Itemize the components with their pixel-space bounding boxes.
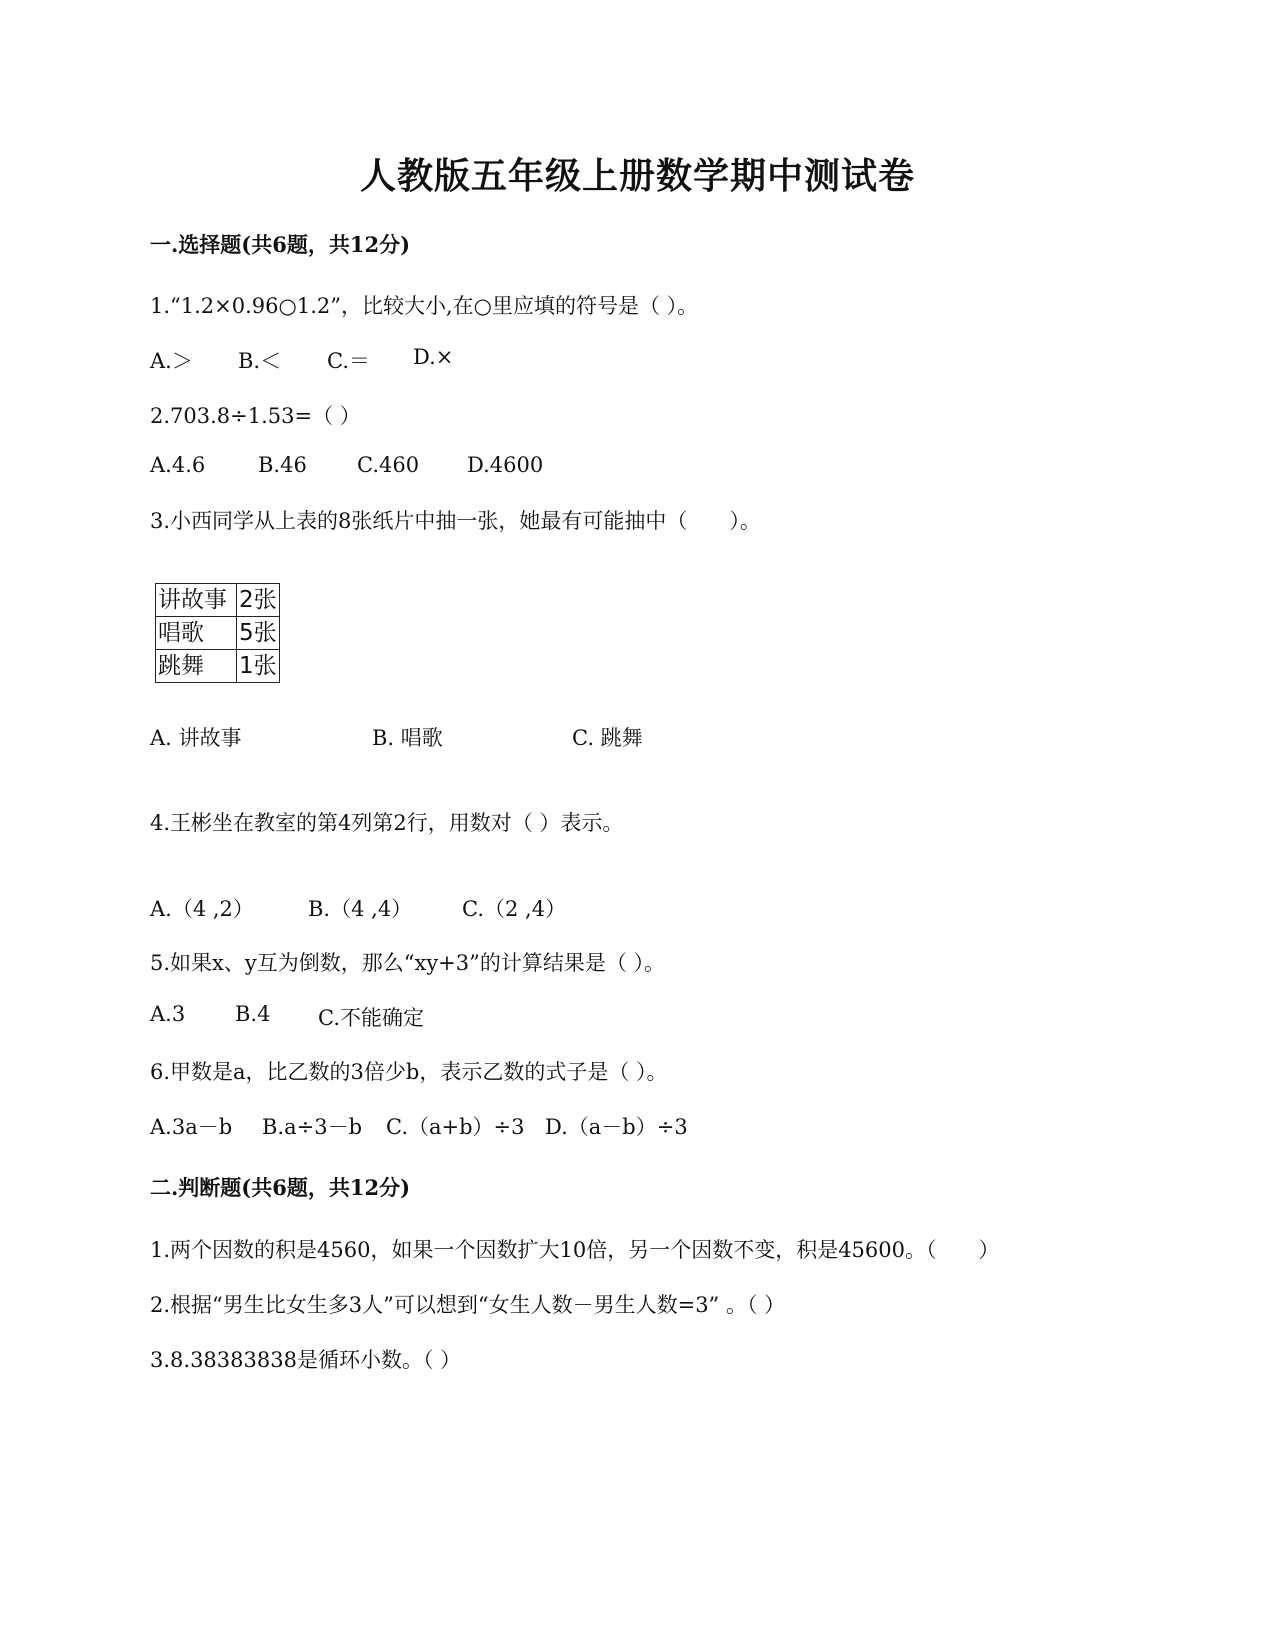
- option-2d: D.4600: [467, 453, 544, 477]
- table-cell: 讲故事: [156, 584, 237, 617]
- option-5c: C.不能确定: [318, 1006, 424, 1030]
- option-5a: A.3: [150, 1002, 186, 1026]
- option-3c: C. 跳舞: [572, 726, 643, 750]
- option-6b: B.a÷3－b: [262, 1115, 363, 1139]
- option-1d: D.×: [413, 345, 454, 369]
- judgment-2: 2.根据“男生比女生多3人”可以想到“女生人数－男生人数=3” 。（ ）: [150, 1293, 786, 1317]
- option-2a: A.4.6: [150, 453, 206, 477]
- table-cell: 唱歌: [156, 617, 237, 650]
- table-cell: 跳舞: [156, 650, 237, 683]
- section-heading-choice: 一.选择题(共6题，共12分): [150, 232, 411, 257]
- option-6a: A.3a－b: [150, 1115, 233, 1139]
- question-6: 6.甲数是a，比乙数的3倍少b，表示乙数的式子是（ ）。: [150, 1060, 668, 1084]
- judgment-1: 1.两个因数的积是4560，如果一个因数扩大10倍，另一个因数不变，积是45600。（ ）: [150, 1238, 1000, 1262]
- table-cell: 1张: [237, 650, 280, 683]
- table-row: [156, 650, 280, 683]
- cards-table: [155, 583, 280, 683]
- question-5: 5.如果x、y互为倒数，那么“xy+3”的计算结果是（ ）。: [150, 951, 666, 975]
- table-row: [156, 617, 280, 650]
- option-1b: B.＜: [238, 349, 282, 373]
- option-6c: C.（a+b）÷3: [386, 1115, 525, 1139]
- option-2b: B.46: [258, 453, 307, 477]
- option-6d: D.（a－b）÷3: [545, 1115, 688, 1139]
- option-2c: C.460: [357, 453, 420, 477]
- page-title: 人教版五年级上册数学期中测试卷: [359, 155, 915, 197]
- table-cell: 5张: [237, 617, 280, 650]
- option-1a: A.＞: [150, 349, 193, 373]
- question-1: 1.“1.2×0.96○1.2”，比较大小,在○里应填的符号是（ ）。: [150, 294, 699, 318]
- option-4b: B.（4 ,4）: [308, 897, 413, 921]
- table-row: [156, 584, 280, 617]
- section-heading-judgment: 二.判断题(共6题，共12分): [150, 1175, 411, 1200]
- option-3b: B. 唱歌: [372, 726, 443, 750]
- judgment-3: 3.8.38383838是循环小数。（ ）: [150, 1348, 462, 1372]
- option-1c: C.＝: [327, 349, 370, 373]
- option-3a: A. 讲故事: [150, 726, 242, 750]
- question-4: 4.王彬坐在教室的第4列第2行，用数对（ ）表示。: [150, 811, 624, 835]
- question-3: 3.小西同学从上表的8张纸片中抽一张，她最有可能抽中（ ）。: [150, 509, 761, 533]
- option-4c: C.（2 ,4）: [462, 897, 567, 921]
- option-4a: A.（4 ,2）: [150, 897, 254, 921]
- table-cell: 2张: [237, 584, 280, 617]
- option-5b: B.4: [235, 1002, 271, 1026]
- question-2: 2.703.8÷1.53=（ ）: [150, 404, 361, 428]
